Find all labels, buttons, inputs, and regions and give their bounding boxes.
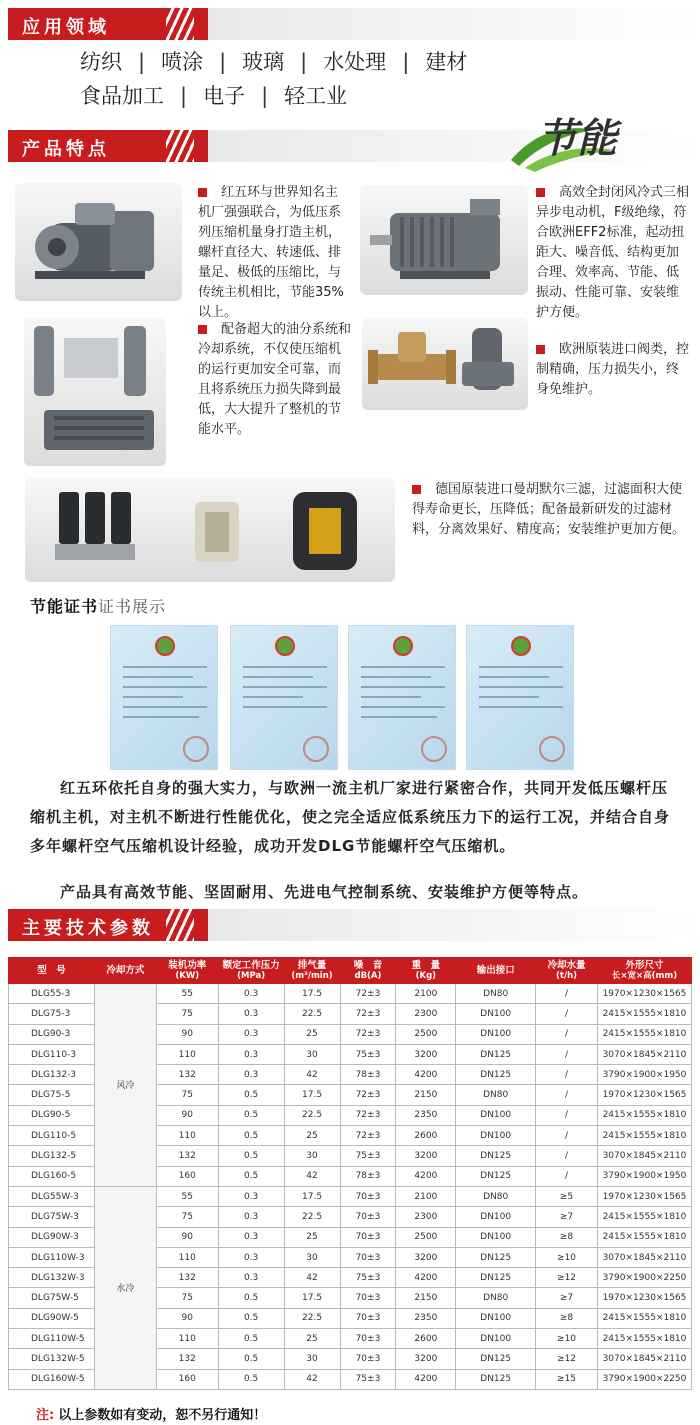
table-cell: ≥15	[536, 1369, 598, 1389]
column-header-cn: 型 号	[37, 965, 66, 976]
logo-text: 节能	[537, 116, 617, 162]
table-cell: 3790×1900×2250	[597, 1369, 691, 1389]
table-cell: DN100	[456, 1004, 536, 1024]
valves-photo	[362, 318, 528, 410]
application-row-1: 纺织 | 喷涂 | 玻璃 | 水处理 | 建材	[80, 50, 468, 74]
certificate-stamp-icon	[421, 736, 447, 762]
table-cell: 2415×1555×1810	[597, 1004, 691, 1024]
table-cell: 4200	[396, 1268, 456, 1288]
table-cell: 22.5	[284, 1105, 340, 1125]
table-cell: DN125	[456, 1065, 536, 1085]
column-header-cn: 输出接口	[476, 965, 515, 976]
column-header	[536, 958, 598, 984]
table-cell: 70±3	[340, 1247, 396, 1267]
spec-table	[8, 957, 692, 1390]
table-cell: DN125	[456, 1166, 536, 1186]
table-cell: ≥7	[536, 1207, 598, 1227]
table-cell: 0.3	[218, 1207, 284, 1227]
column-header-unit: 长×宽×高(mm)	[611, 970, 678, 981]
column-header-unit: dB(A)	[354, 970, 382, 981]
table-cell: 2415×1555×1810	[597, 1329, 691, 1349]
table-cell: 4200	[396, 1065, 456, 1085]
spec-table-header	[9, 958, 692, 984]
table-cell: DLG90-3	[9, 1024, 95, 1044]
table-cell: 3070×1845×2110	[597, 1247, 691, 1267]
table-cell: DLG160-5	[9, 1166, 95, 1186]
feature-text: 德国原装进口曼胡默尔三滤，过滤面积大使得寿命更长，压降低；配备最新研发的过滤材料，分离效果好、精度高；安装维护更加方便。	[412, 482, 686, 537]
table-cell: 90	[156, 1105, 218, 1125]
table-cell: DLG110W-3	[9, 1247, 95, 1267]
table-cell: 25	[284, 1126, 340, 1146]
table-cell: 160	[156, 1166, 218, 1186]
table-cell: 75	[156, 1207, 218, 1227]
section-banner-application	[8, 8, 208, 40]
table-cell: 70±3	[340, 1329, 396, 1349]
table-cell: ≥10	[536, 1329, 598, 1349]
table-cell: /	[536, 1166, 598, 1186]
column-header-cn: 额定工作压力	[222, 959, 280, 971]
table-cell: 0.3	[218, 1268, 284, 1288]
section-banner-specs	[8, 909, 208, 941]
column-header-cn: 外形尺寸	[625, 959, 664, 971]
section-title: 产品特点	[22, 139, 110, 160]
table-cell: 0.5	[218, 1349, 284, 1369]
banner-stripe	[166, 8, 194, 40]
table-cell: 132	[156, 1146, 218, 1166]
table-cell: DN100	[456, 1308, 536, 1328]
table-cell: ≥12	[536, 1268, 598, 1288]
table-cell: 3200	[396, 1247, 456, 1267]
table-cell: 110	[156, 1044, 218, 1064]
table-cell: 75	[156, 1004, 218, 1024]
banner-stripe	[166, 130, 194, 162]
table-cell: 70±3	[340, 1207, 396, 1227]
table-cell: 2415×1555×1810	[597, 1105, 691, 1125]
table-cell: 3070×1845×2110	[597, 1146, 691, 1166]
certificate-emblem-icon	[275, 636, 295, 656]
table-cell: 0.3	[218, 1186, 284, 1206]
table-cell: DN100	[456, 1024, 536, 1044]
table-cell: 30	[284, 1349, 340, 1369]
banner-stripe	[166, 909, 194, 941]
table-cell: DN80	[456, 1186, 536, 1206]
table-cell: 0.5	[218, 1329, 284, 1349]
table-cell: 0.5	[218, 1146, 284, 1166]
table-cell: 2100	[396, 1186, 456, 1206]
table-cell: 72±3	[340, 1126, 396, 1146]
section-banner-features	[8, 130, 208, 162]
table-cell: 3070×1845×2110	[597, 1349, 691, 1369]
table-cell: 90	[156, 1024, 218, 1044]
table-cell: 1970×1230×1565	[597, 1288, 691, 1308]
table-cell: 17.5	[284, 1288, 340, 1308]
column-header	[597, 958, 691, 984]
table-cell: 70±3	[340, 1288, 396, 1308]
intro-paragraph-2: 产品具有高效节能、坚固耐用、先进电气控制系统、安装维护方便等特点。	[60, 883, 589, 901]
certificate-stamp-icon	[183, 736, 209, 762]
table-cell: 17.5	[284, 1085, 340, 1105]
table-cell: 110	[156, 1247, 218, 1267]
footnote-text: 以上参数如有变动，恕不另行通知！	[58, 1408, 267, 1423]
feature-text: 欧洲原装进口阀类，控制精确，压力损失小，终身免维护。	[536, 342, 690, 397]
column-header	[284, 958, 340, 984]
table-cell: 2500	[396, 1024, 456, 1044]
certificate-image	[110, 625, 218, 770]
column-header	[218, 958, 284, 984]
column-header-cn: 噪 音	[353, 959, 383, 971]
table-cell: 25	[284, 1329, 340, 1349]
table-cell: 2415×1555×1810	[597, 1024, 691, 1044]
table-cell: 1970×1230×1565	[597, 1085, 691, 1105]
table-cell: 2300	[396, 1207, 456, 1227]
energy-saving-logo	[505, 112, 675, 172]
application-item: 玻璃	[242, 50, 285, 74]
table-cell: 0.5	[218, 1308, 284, 1328]
table-cell: DLG90W-5	[9, 1308, 95, 1328]
certificate-emblem-icon	[511, 636, 531, 656]
application-item: 建材	[425, 50, 468, 74]
certificate-image	[230, 625, 338, 770]
table-cell: 0.5	[218, 1166, 284, 1186]
table-cell: DN100	[456, 1126, 536, 1146]
table-cell: 2415×1555×1810	[597, 1227, 691, 1247]
table-cell: DLG75-3	[9, 1004, 95, 1024]
filters-photo	[25, 478, 395, 582]
column-header-cn: 重 量	[411, 959, 441, 971]
certificate-emblem-icon	[393, 636, 413, 656]
table-cell: 55	[156, 984, 218, 1004]
table-cell: 75	[156, 1085, 218, 1105]
table-cell: /	[536, 984, 598, 1004]
column-header	[94, 958, 156, 984]
certificates-title-rest: 证书展示	[98, 597, 167, 616]
table-cell: 75±3	[340, 1044, 396, 1064]
table-cell: 22.5	[284, 1308, 340, 1328]
table-cell: 4200	[396, 1369, 456, 1389]
certificates-title	[30, 594, 166, 617]
table-cell: 4200	[396, 1166, 456, 1186]
table-cell: DLG132W-3	[9, 1268, 95, 1288]
column-header	[340, 958, 396, 984]
table-cell: 0.3	[218, 1247, 284, 1267]
table-cell: DLG55W-3	[9, 1186, 95, 1206]
column-header-unit: (KW)	[175, 970, 200, 981]
table-cell: ≥8	[536, 1227, 598, 1247]
table-cell: 0.5	[218, 1105, 284, 1125]
table-cell: 90	[156, 1227, 218, 1247]
table-cell: 2415×1555×1810	[597, 1207, 691, 1227]
table-cell: 78±3	[340, 1166, 396, 1186]
table-cell: 2150	[396, 1288, 456, 1308]
table-cell: 55	[156, 1186, 218, 1206]
table-cell: /	[536, 1105, 598, 1125]
table-cell: 110	[156, 1329, 218, 1349]
feature-text: 配备超大的油分系统和冷却系统，不仅使压缩机的运行更加安全可靠，而且将系统压力损失降到最低，大大提升了整机的节能水平。	[198, 322, 352, 437]
certificate-stamp-icon	[539, 736, 565, 762]
bullet-square-icon	[536, 188, 545, 197]
table-cell: DN100	[456, 1207, 536, 1227]
table-cell: 25	[284, 1024, 340, 1044]
table-cell: 1970×1230×1565	[597, 984, 691, 1004]
column-header-unit: (m³/min)	[291, 970, 333, 981]
column-header	[9, 958, 95, 984]
table-cell: /	[536, 1004, 598, 1024]
table-cell: DLG110-3	[9, 1044, 95, 1064]
application-item: 纺织	[80, 50, 122, 74]
table-cell: 42	[284, 1065, 340, 1085]
table-cell: 3200	[396, 1349, 456, 1369]
table-cell: 0.5	[218, 1085, 284, 1105]
table-cell: 72±3	[340, 1004, 396, 1024]
table-cell: 30	[284, 1146, 340, 1166]
table-cell: 72±3	[340, 1105, 396, 1125]
table-cell: ≥10	[536, 1247, 598, 1267]
table-cell: /	[536, 1044, 598, 1064]
table-cell: DLG110W-5	[9, 1329, 95, 1349]
table-cell: /	[536, 1146, 598, 1166]
table-cell: DN125	[456, 1146, 536, 1166]
bullet-square-icon	[412, 485, 421, 494]
feature-text: 高效全封闭风冷式三相异步电动机，F级绝缘，符合欧洲EFF2标准，起动扭距大、噪音低、结构更加合理、效率高、节能、低振动、性能可靠、安装维护方便。	[536, 185, 690, 320]
column-header-unit: (MPa)	[237, 970, 266, 981]
table-cell: 72±3	[340, 1024, 396, 1044]
application-row-2: 食品加工 | 电子 | 轻工业	[80, 84, 348, 108]
table-cell: DN125	[456, 1044, 536, 1064]
feature-1	[198, 183, 350, 323]
table-cell: 2100	[396, 984, 456, 1004]
column-header-cn: 排气量	[297, 959, 327, 971]
table-cell: 78±3	[340, 1065, 396, 1085]
table-cell: 17.5	[284, 1186, 340, 1206]
table-cell: DN125	[456, 1369, 536, 1389]
certificate-emblem-icon	[155, 636, 175, 656]
table-cell: 0.5	[218, 1288, 284, 1308]
table-cell: DN80	[456, 1085, 536, 1105]
table-cell: 75±3	[340, 1268, 396, 1288]
table-cell: DN100	[456, 1105, 536, 1125]
column-header	[396, 958, 456, 984]
feature-5	[412, 480, 687, 540]
table-cell: DN80	[456, 984, 536, 1004]
table-cell: 70±3	[340, 1349, 396, 1369]
table-cell: 2415×1555×1810	[597, 1308, 691, 1328]
application-item: 电子	[203, 84, 246, 108]
table-cell: 70±3	[340, 1308, 396, 1328]
table-cell: 0.3	[218, 1004, 284, 1024]
table-cell: 42	[284, 1166, 340, 1186]
column-header	[456, 958, 536, 984]
table-cell: 0.5	[218, 1369, 284, 1389]
table-cell: 2600	[396, 1329, 456, 1349]
feature-2	[536, 183, 691, 323]
column-header-cn: 冷却水量	[547, 959, 586, 971]
table-cell: 70±3	[340, 1227, 396, 1247]
table-cell: 110	[156, 1126, 218, 1146]
table-cell: DN100	[456, 1227, 536, 1247]
air-end-photo	[15, 183, 182, 301]
table-cell: 2500	[396, 1227, 456, 1247]
table-cell: 3790×1900×1950	[597, 1166, 691, 1186]
table-cell: ≥8	[536, 1308, 598, 1328]
footnote	[36, 1404, 266, 1423]
table-cell: ≥7	[536, 1288, 598, 1308]
table-row	[9, 1186, 692, 1206]
application-item: 轻工业	[284, 84, 348, 108]
table-cell: 90	[156, 1308, 218, 1328]
application-item: 水处理	[323, 50, 387, 74]
cooling-method-cell: 水冷	[94, 1186, 156, 1389]
bullet-square-icon	[198, 188, 207, 197]
table-cell: 1970×1230×1565	[597, 1186, 691, 1206]
column-header	[156, 958, 218, 984]
table-cell: DLG90-5	[9, 1105, 95, 1125]
bullet-square-icon	[536, 345, 545, 354]
banner-fade	[208, 909, 700, 941]
table-cell: 30	[284, 1044, 340, 1064]
table-cell: 75±3	[340, 1146, 396, 1166]
table-cell: 0.3	[218, 984, 284, 1004]
table-cell: DLG90W-3	[9, 1227, 95, 1247]
table-cell: DLG132W-5	[9, 1349, 95, 1369]
section-title: 应用领域	[22, 17, 110, 38]
table-cell: 0.3	[218, 1065, 284, 1085]
intro-paragraph-1: 红五环依托自身的强大实力，与欧洲一流主机厂家进行紧密合作，共同开发低压螺杆压缩机主机，对主机不断进行性能优化，使之完全适应低系统压力下的运行工况，并结合自身多年螺杆空气压缩机设计经验，成功开发DLG节能螺杆空气压缩机。	[30, 779, 671, 855]
table-cell: /	[536, 1024, 598, 1044]
feature-text: 红五环与世界知名主机厂强强联合，为低压系列压缩机量身打造主机，螺杆直径大、转速低、排量足、极低的压缩比，与传统主机相比，节能35%以上。	[198, 185, 344, 320]
certificates-title-bold: 节能证书	[30, 597, 99, 616]
table-cell: 2150	[396, 1085, 456, 1105]
footnote-label: 注:	[36, 1408, 55, 1423]
table-cell: 17.5	[284, 984, 340, 1004]
table-cell: ≥12	[536, 1349, 598, 1369]
table-cell: 132	[156, 1349, 218, 1369]
table-cell: /	[536, 1126, 598, 1146]
table-cell: DN125	[456, 1247, 536, 1267]
feature-3	[198, 320, 353, 440]
table-cell: 0.3	[218, 1024, 284, 1044]
table-cell: DLG132-3	[9, 1065, 95, 1085]
table-cell: 25	[284, 1227, 340, 1247]
column-header-unit: (Kg)	[415, 970, 437, 981]
table-cell: 3790×1900×1950	[597, 1065, 691, 1085]
table-cell: DLG75-5	[9, 1085, 95, 1105]
table-cell: 2600	[396, 1126, 456, 1146]
table-cell: /	[536, 1085, 598, 1105]
motor-photo	[360, 185, 528, 295]
table-cell: 72±3	[340, 984, 396, 1004]
table-cell: DN125	[456, 1349, 536, 1369]
certificate-image	[466, 625, 574, 770]
column-header-unit: (t/h)	[556, 970, 578, 981]
table-cell: 70±3	[340, 1186, 396, 1206]
table-cell: 3790×1900×2250	[597, 1268, 691, 1288]
table-cell: 0.3	[218, 1044, 284, 1064]
table-cell: 75±3	[340, 1369, 396, 1389]
table-cell: 2300	[396, 1004, 456, 1024]
table-cell: DLG160W-5	[9, 1369, 95, 1389]
table-cell: DN125	[456, 1268, 536, 1288]
table-cell: 2350	[396, 1308, 456, 1328]
bullet-square-icon	[198, 325, 207, 334]
table-cell: DN100	[456, 1329, 536, 1349]
table-cell: DLG55-3	[9, 984, 95, 1004]
column-header-cn: 装机功率	[168, 959, 207, 971]
table-cell: 30	[284, 1247, 340, 1267]
table-cell: 0.5	[218, 1126, 284, 1146]
table-cell: 3070×1845×2110	[597, 1044, 691, 1064]
table-cell: 3200	[396, 1044, 456, 1064]
table-row	[9, 984, 692, 1004]
cooling-method-cell: 风冷	[94, 984, 156, 1187]
table-cell: 42	[284, 1268, 340, 1288]
banner-fade	[208, 8, 700, 40]
application-item: 喷涂	[161, 50, 204, 74]
table-cell: 160	[156, 1369, 218, 1389]
section-title: 主要技术参数	[22, 918, 154, 939]
table-cell: DLG132-5	[9, 1146, 95, 1166]
application-item: 食品加工	[80, 84, 164, 108]
table-cell: DN80	[456, 1288, 536, 1308]
table-cell: 72±3	[340, 1085, 396, 1105]
table-cell: /	[536, 1065, 598, 1085]
table-cell: 0.3	[218, 1227, 284, 1247]
oil-cooling-system-photo	[24, 318, 166, 466]
table-cell: 22.5	[284, 1004, 340, 1024]
table-cell: 42	[284, 1369, 340, 1389]
feature-4	[536, 340, 691, 400]
table-cell: 132	[156, 1268, 218, 1288]
table-cell: 75	[156, 1288, 218, 1308]
table-cell: 22.5	[284, 1207, 340, 1227]
table-cell: 132	[156, 1065, 218, 1085]
table-cell: DLG75W-5	[9, 1288, 95, 1308]
table-cell: 3200	[396, 1146, 456, 1166]
certificate-image	[348, 625, 456, 770]
table-cell: DLG75W-3	[9, 1207, 95, 1227]
table-cell: DLG110-5	[9, 1126, 95, 1146]
column-header-cn: 冷却方式	[106, 965, 145, 976]
certificate-stamp-icon	[303, 736, 329, 762]
table-cell: ≥5	[536, 1186, 598, 1206]
table-cell: 2350	[396, 1105, 456, 1125]
table-cell: 2415×1555×1810	[597, 1126, 691, 1146]
